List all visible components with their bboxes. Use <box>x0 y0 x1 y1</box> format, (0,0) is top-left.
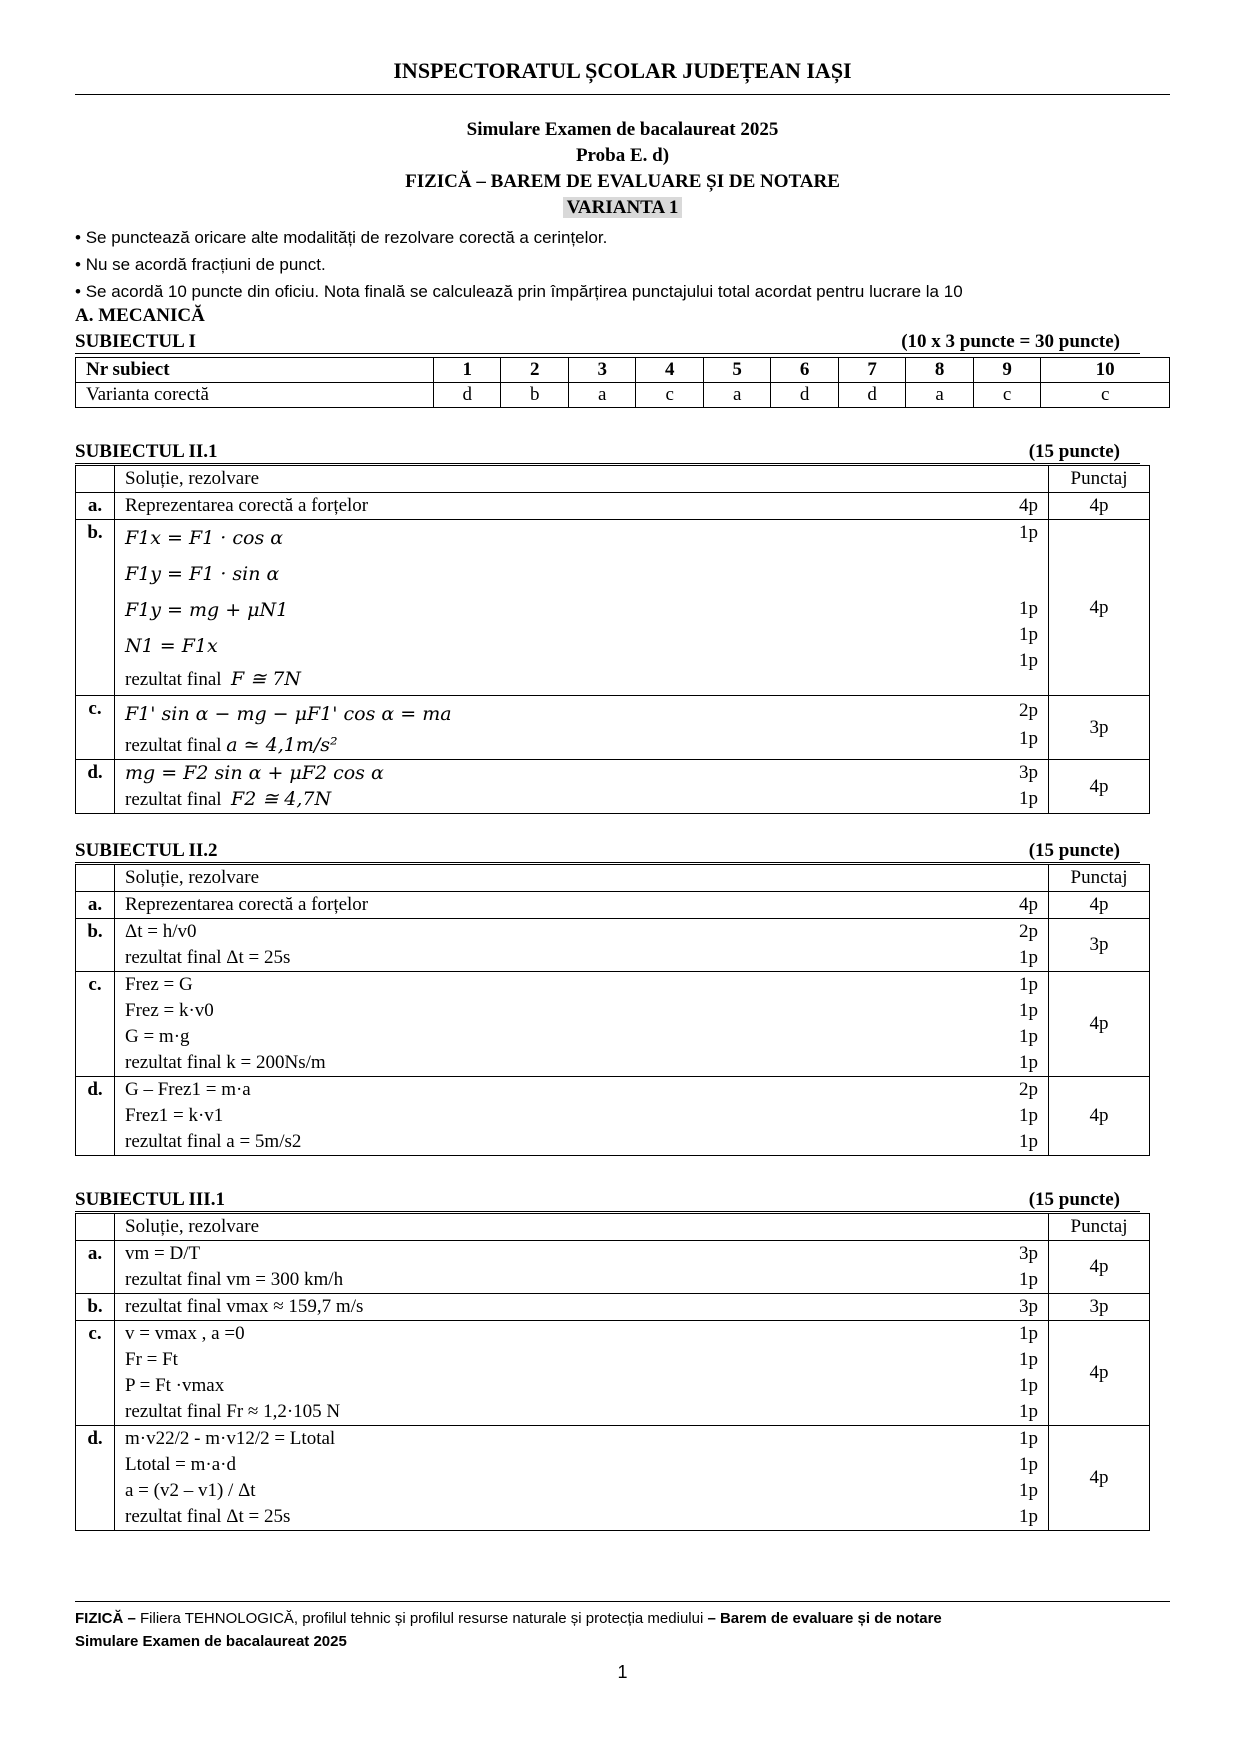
table-header-row: Soluție, rezolvare Punctaj <box>76 1214 1150 1241</box>
table-row: b. rezultat final vmax ≈ 159,7 m/s 3p 3p <box>76 1294 1150 1321</box>
table-header-row: Soluție, rezolvare Punctaj <box>76 865 1150 892</box>
table-row: b. F1x = F1 · cos α F1y = F1 · sin α F1y = mg + μN1 N1 = F1x rezultat final F ≅ 7N 1p 1p 1p 1p 4p <box>76 520 1150 696</box>
exam-title: Simulare Examen de bacalaureat 2025 <box>466 119 779 140</box>
variant-label: VARIANTA 1 <box>563 197 683 218</box>
instruction-item: • Se acordă 10 puncte din oficiu. Nota finală se calculează prin împărțirea punctajului total acordat pentru lucrare la 10 <box>75 282 963 301</box>
table-row: Varianta corectă d b a c a d d a c c <box>76 383 1170 408</box>
document-header: INSPECTORATUL ȘCOLAR JUDEȚEAN IAȘI <box>393 58 852 83</box>
barem-title: FIZICĂ – BAREM DE EVALUARE ȘI DE NOTARE <box>405 171 840 192</box>
footer-divider <box>75 1601 1170 1602</box>
table-row: a. Reprezentarea corectă a forțelor 4p 4p <box>76 493 1150 520</box>
header-divider <box>75 94 1170 95</box>
title-block <box>75 117 1170 221</box>
instructions-list <box>75 224 1175 305</box>
grading-table-3-1 <box>75 1213 1150 1531</box>
grading-table-2-2 <box>75 864 1150 1156</box>
subject-2-2-heading: SUBIECTUL II.2 (15 puncte) <box>75 840 1140 863</box>
table-row: b. Δt = h/v0 rezultat final Δt = 25s 2p 1p 3p <box>76 919 1150 972</box>
subject-1-heading <box>75 331 1140 354</box>
table-row: a. vm = D/T rezultat final vm = 300 km/h 3p 1p 4p <box>76 1241 1150 1294</box>
table-row: c. v = vmax , a =0 Fr = Ft P = Ft ·vmax rezultat final Fr ≈ 1,2·105 N 1p 1p 1p 1p 4p <box>76 1321 1150 1426</box>
section-title: A. MECANICĂ <box>75 305 205 326</box>
bullet-icon: • <box>75 228 81 247</box>
bullet-icon: • <box>75 282 81 301</box>
table-row: d. G – Frez1 = m·a Frez1 = k·v1 rezultat final a = 5m/s2 2p 1p 1p 4p <box>76 1077 1150 1156</box>
answer-table <box>75 357 1170 408</box>
instruction-item: • Nu se acordă fracțiuni de punct. <box>75 255 326 274</box>
bullet-icon: • <box>75 255 81 274</box>
subject-points: (10 x 3 puncte = 30 puncte) <box>901 331 1120 352</box>
table-row: c. Frez = G Frez = k·v0 G = m·g rezultat final k = 200Ns/m 1p 1p 1p 1p 4p <box>76 972 1150 1077</box>
table-row: d. m·v22/2 - m·v12/2 = Ltotal Ltotal = m·a·d a = (v2 – v1) / Δt rezultat final Δt = 25s 1p 1p 1p 1p 4p <box>76 1426 1150 1531</box>
table-row: d. mg = F2 sin α + μF2 cos α rezultat final F2 ≅ 4,7N 3p 1p 4p <box>76 760 1150 814</box>
table-row: c. F1' sin α − mg − μF1' cos α = ma rezultat final a ≃ 4,1m/s² 2p 1p 3p <box>76 696 1150 760</box>
subject-3-1-heading: SUBIECTUL III.1 (15 puncte) <box>75 1189 1140 1212</box>
exam-proba: Proba E. d) <box>575 145 670 166</box>
subject-title: SUBIECTUL I <box>75 331 196 352</box>
instruction-item: • Se punctează oricare alte modalități de rezolvare corectă a cerințelor. <box>75 228 608 247</box>
table-header-row: Soluție, rezolvare Punctaj <box>76 466 1150 493</box>
grading-table-2-1 <box>75 465 1150 814</box>
subject-2-1-heading: SUBIECTUL II.1 (15 puncte) <box>75 441 1140 464</box>
page-number: 1 <box>617 1662 628 1682</box>
footer: FIZICĂ – Filiera TEHNOLOGICĂ, profilul tehnic și profilul resurse naturale și protecția mediului – Barem de evaluare și de notare Simulare Examen de bacalaureat 2025 <box>75 1607 942 1653</box>
footer-exam-title: Simulare Examen de bacalaureat 2025 <box>75 1633 347 1650</box>
table-row: a. Reprezentarea corectă a forțelor 4p 4p <box>76 892 1150 919</box>
table-row: Nr subiect 1 2 3 4 5 6 7 8 9 10 <box>76 358 1170 383</box>
